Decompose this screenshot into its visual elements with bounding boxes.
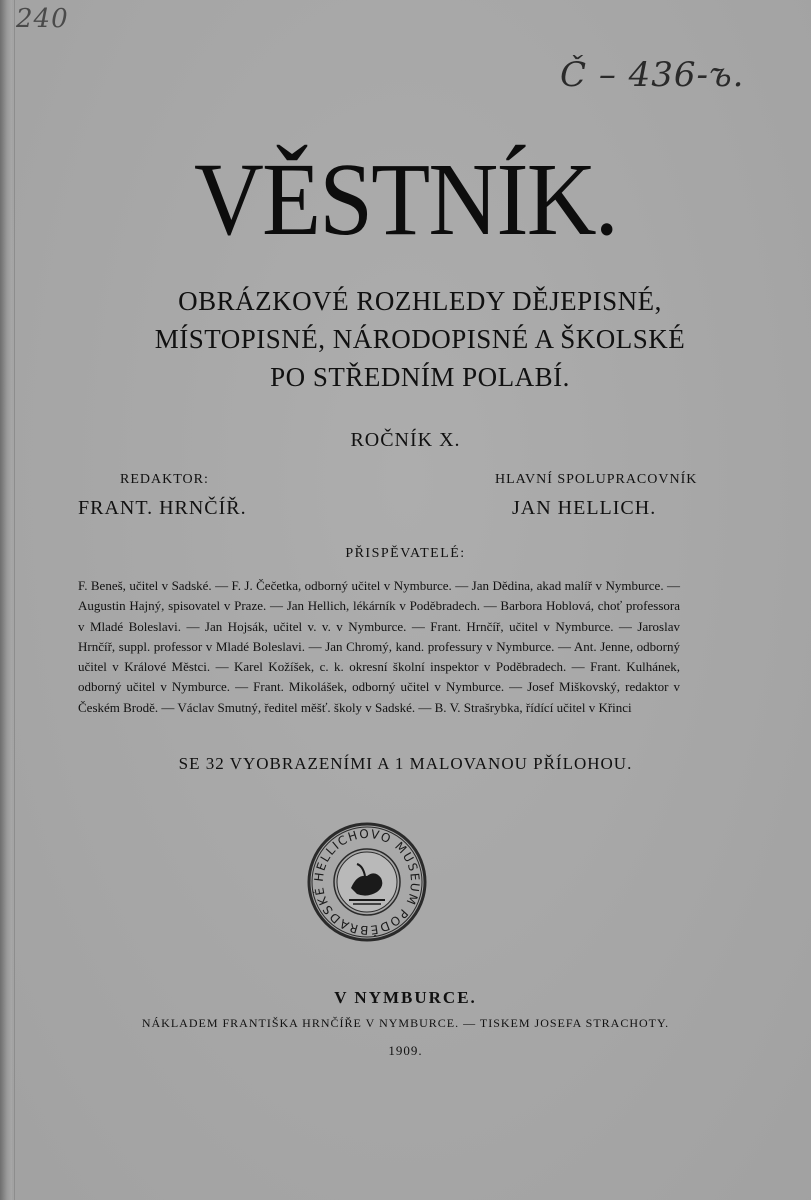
- museum-stamp-icon: [305, 820, 429, 944]
- editor-label: REDAKTOR:: [120, 472, 209, 487]
- contributors-text: F. Beneš, učitel v Sadské. — F. J. Čečetka, odborný učitel v Nymburce. — Jan Dědina, akad malíř v Nymburce. — Augustin Hajný, spisovatel v Praze. — Jan Hellich, lékárník v Poděbradech. — Barbora Hoblová, choť professora v Mladé Boleslavi. — Jan Hojsák, učitel v. v. v Nymburce. — Frant. Hrnčíř, učitel v Nymburce. — Jaroslav Hrnčíř, suppl. professor v Mladé Boleslavi. — Jan Chromý, kand. professury v Nymburce. — Ant. Jenne, odborný učitel v Králové Městci. — Karel Kožíšek, c. k. okresní školní inspektor v Poděbradech. — Frant. Kulhánek, odborný učitel v Nymburce. — Frant. Mikolášek, odborný učitel v Nymburce. — Josef Miškovský, redaktor v Českém Brodě. — Václav Smutný, ředitel měšť. školy v Sadské. — B. V. Strašrybka, řídící učitel v Křinci: [78, 578, 680, 715]
- contributors-list: [78, 576, 680, 718]
- publisher-line: NÁKLADEM FRANTIŠKA HRNČÍŘE V NYMBURCE. — TISKEM JOSEFA STRACHOTY.: [141, 1016, 670, 1030]
- volume-number: ROČNÍK X.: [350, 429, 461, 451]
- publication-place: V NYMBURCE.: [334, 988, 477, 1007]
- subtitle-line: MÍSTOPISNÉ, NÁRODOPISNÉ A ŠKOLSKÉ: [154, 324, 686, 354]
- subtitle-line: PO STŘEDNÍM POLABÍ.: [270, 362, 570, 392]
- handwritten-shelfmark: Č – 436-ъ.: [560, 55, 745, 95]
- subtitle-line: OBRÁZKOVÉ ROZHLEDY DĚJEPISNÉ,: [178, 286, 662, 316]
- editor-name: FRANT. HRNČÍŘ.: [78, 497, 247, 519]
- collaborator-name: JAN HELLICH.: [512, 497, 657, 519]
- journal-subtitle: [80, 282, 760, 396]
- journal-title: VĚSTNÍK.: [193, 142, 618, 257]
- handwritten-note-top-left: 240: [16, 4, 69, 34]
- stamp-text: HELLICHOVO MUSEUM PODĚBRADSKÉ: [311, 826, 423, 938]
- contributors-label: PŘISPĚVATELÉ:: [345, 546, 466, 561]
- publication-year: 1909.: [388, 1043, 423, 1058]
- collaborator-label: HLAVNÍ SPOLUPRACOVNÍK: [495, 472, 698, 487]
- illustrations-note: SE 32 VYOBRAZENÍMI A 1 MALOVANOU PŘÍLOHOU.: [178, 754, 633, 773]
